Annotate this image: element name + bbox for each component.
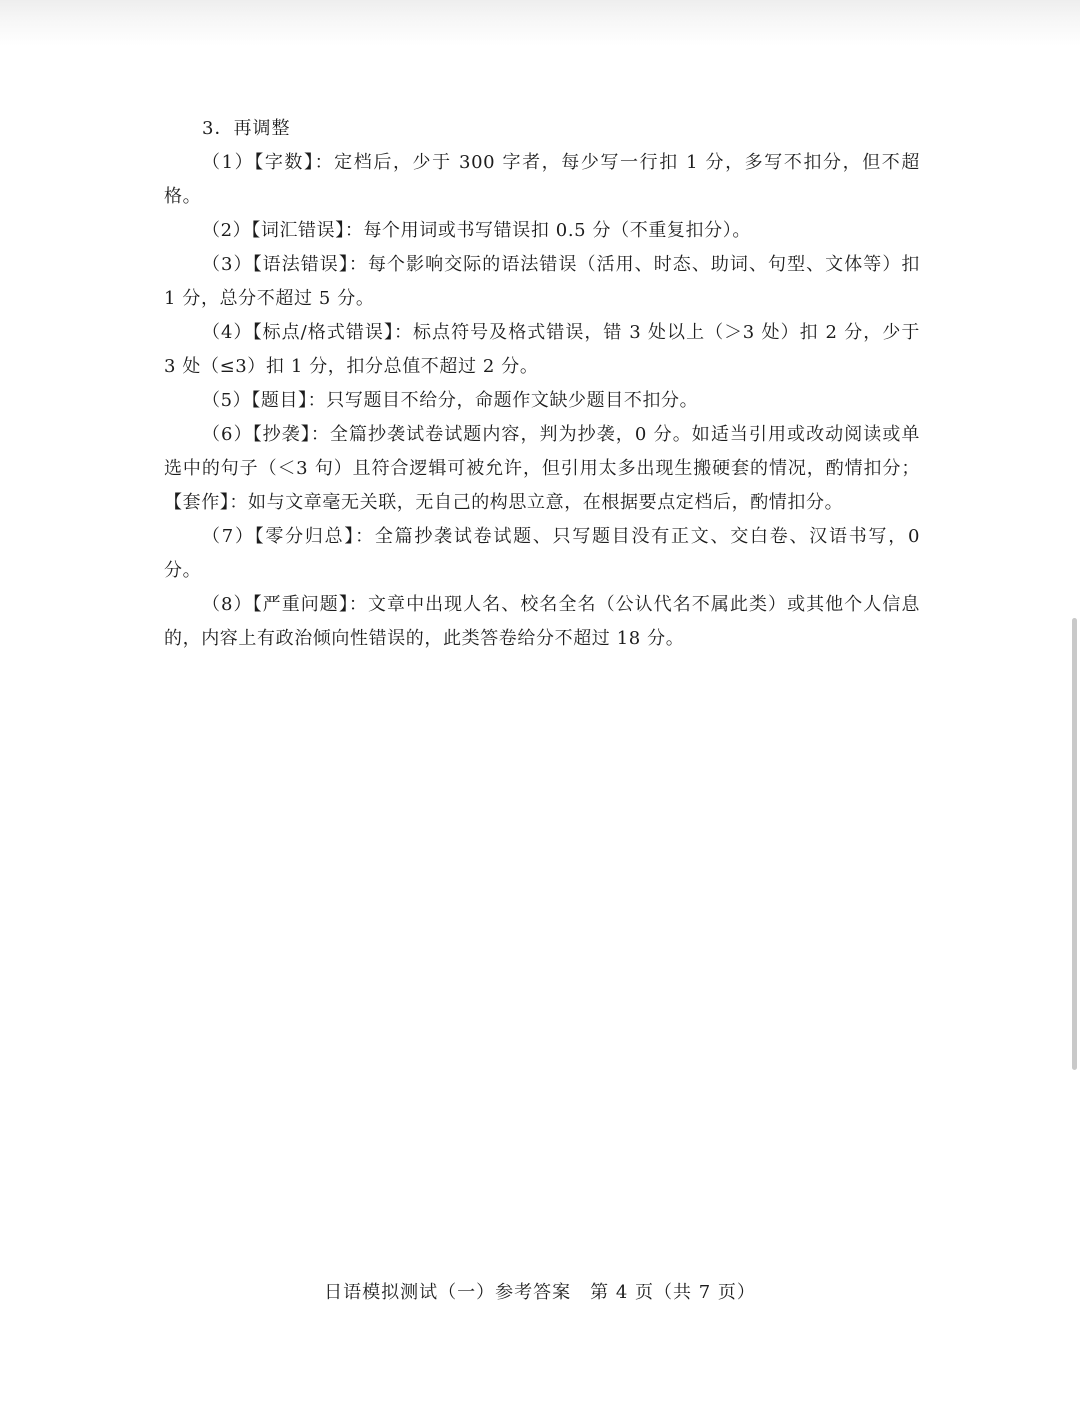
rule-title: （5）【题目】：只写题目不给分，命题作文缺少题目不扣分。 [202, 390, 699, 411]
rule-serious-issues: （8）【严重问题】：文章中出现人名、校名全名（公认代名不属此类）或其他个人信息的，内容上有政治倾向性错误的，此类答卷给分不超过 18 分。 [164, 594, 920, 649]
top-edge-shadow [0, 0, 1080, 46]
rule-punctuation-format-errors: （4）【标点/格式错误】：标点符号及格式错误，错 3 处以上（＞3 处）扣 2 分，少于 3 处（≤3）扣 1 分，扣分总值不超过 2 分。 [164, 322, 920, 377]
rule-zero-score-summary: （7）【零分归总】：全篇抄袭试卷试题、只写题目没有正文、交白卷、汉语书写，0 分。 [164, 526, 920, 581]
rule-grammar-errors: （3）【语法错误】：每个影响交际的语法错误（活用、时态、助词、句型、文体等）扣 1 分，总分不超过 5 分。 [164, 254, 920, 309]
section-title: 3．再调整 [202, 118, 291, 139]
page-content [164, 112, 920, 656]
rule-word-count: （1）【字数】：定档后，少于 300 字者，每少写一行扣 1 分，多写不扣分，但不超格。 [164, 152, 920, 207]
page-footer: 日语模拟测试（一）参考答案 第 4 页（共 7 页） [324, 1282, 756, 1303]
scrollbar-thumb[interactable] [1072, 618, 1077, 1070]
rule-plagiarism: （6）【抄袭】：全篇抄袭试卷试题内容，判为抄袭，0 分。如适当引用或改动阅读或单选中的句子（＜3 句）且符合逻辑可被允许，但引用太多出现生搬硬套的情况，酌情扣分；【套作】：如与文章毫无关联，无自己的构思立意，在根据要点定档后，酌情扣分。 [164, 424, 920, 513]
rule-vocabulary-errors: （2）【词汇错误】：每个用词或书写错误扣 0.5 分（不重复扣分）。 [202, 220, 751, 241]
